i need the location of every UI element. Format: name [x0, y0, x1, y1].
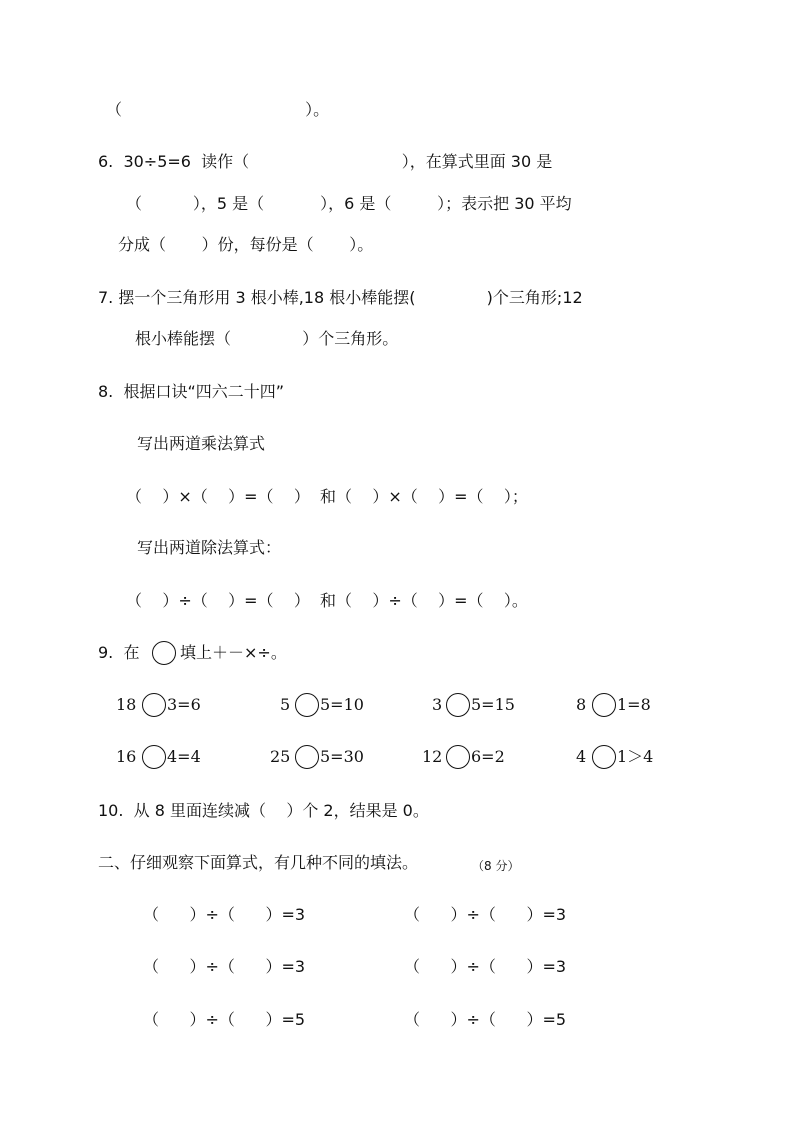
- q9-item-7-left: 12: [422, 747, 443, 766]
- question-9-title-suffix: 填上＋－×÷。: [180, 643, 287, 662]
- q9-item-1-right: 3=6: [167, 695, 201, 714]
- question-10: 10. 从 8 里面连续减（ ）个 2，结果是 0。: [98, 801, 429, 820]
- q9-item-2-right: 5=10: [320, 695, 364, 714]
- question-6-line-3: 分成（ ）份，每份是（ ）。: [118, 235, 374, 254]
- q9-item-2-left: 5: [280, 695, 291, 714]
- q9-item-8-right: 1＞4: [617, 747, 654, 766]
- question-6-line-2: （ ），5 是（ ），6 是（ ）；表示把 30 平均: [126, 194, 572, 213]
- q9-item-8-left: 4: [576, 747, 587, 766]
- q9-item-8-operator-blank[interactable]: [592, 745, 616, 769]
- question-8-division-prompt: 写出两道除法算式：: [137, 538, 282, 557]
- q9-item-1-left: 18: [116, 695, 137, 714]
- section-2-title: 二、仔细观察下面算式，有几种不同的填法。: [98, 853, 419, 872]
- q9-item-2-operator-blank[interactable]: [295, 693, 319, 717]
- section-2-right-row-3: （ ）÷（ ）=5: [404, 1010, 567, 1029]
- section-2-left-row-3: （ ）÷（ ）=5: [143, 1010, 306, 1029]
- q9-item-7-operator-blank[interactable]: [446, 745, 470, 769]
- question-8-title: 8. 根据口诀“四六二十四”: [98, 382, 285, 401]
- section-2-left-row-1: （ ）÷（ ）=3: [143, 905, 306, 924]
- line-continuation: （ ）。: [106, 100, 330, 119]
- section-2-right-row-2: （ ）÷（ ）=3: [404, 957, 567, 976]
- section-2-left-row-2: （ ）÷（ ）=3: [143, 957, 306, 976]
- q9-item-3-left: 3: [432, 695, 443, 714]
- q9-item-6-left: 25: [270, 747, 291, 766]
- question-8-division-blanks: （ ）÷（ ）=（ ） 和（ ）÷（ ）=（ ）。: [126, 591, 528, 610]
- q9-item-4-right: 1=8: [617, 695, 651, 714]
- question-6-line-1: 6. 30÷5=6 读作（ ），在算式里面 30 是: [98, 152, 553, 171]
- operator-circle-icon: [152, 641, 176, 665]
- q9-item-5-left: 16: [116, 747, 137, 766]
- q9-item-6-operator-blank[interactable]: [295, 745, 319, 769]
- question-8-multiplication-blanks: （ ）×（ ）=（ ） 和（ ）×（ ）=（ ）；: [126, 487, 528, 506]
- question-7-line-1: 7. 摆一个三角形用 3 根小棒,18 根小棒能摆( )个三角形;12: [98, 288, 583, 307]
- question-8-multiplication-prompt: 写出两道乘法算式: [137, 434, 266, 453]
- question-7-line-2: 根小棒能摆（ ）个三角形。: [135, 329, 399, 348]
- q9-item-4-operator-blank[interactable]: [592, 693, 616, 717]
- q9-item-6-right: 5=30: [320, 747, 364, 766]
- q9-item-5-right: 4=4: [167, 747, 201, 766]
- question-9-title-prefix: 9. 在: [98, 643, 140, 662]
- q9-item-4-left: 8: [576, 695, 587, 714]
- q9-item-5-operator-blank[interactable]: [142, 745, 166, 769]
- q9-item-3-right: 5=15: [471, 695, 515, 714]
- section-2-right-row-1: （ ）÷（ ）=3: [404, 905, 567, 924]
- q9-item-1-operator-blank[interactable]: [142, 693, 166, 717]
- q9-item-7-right: 6=2: [471, 747, 505, 766]
- section-2-score: （8 分）: [472, 859, 520, 873]
- q9-item-3-operator-blank[interactable]: [446, 693, 470, 717]
